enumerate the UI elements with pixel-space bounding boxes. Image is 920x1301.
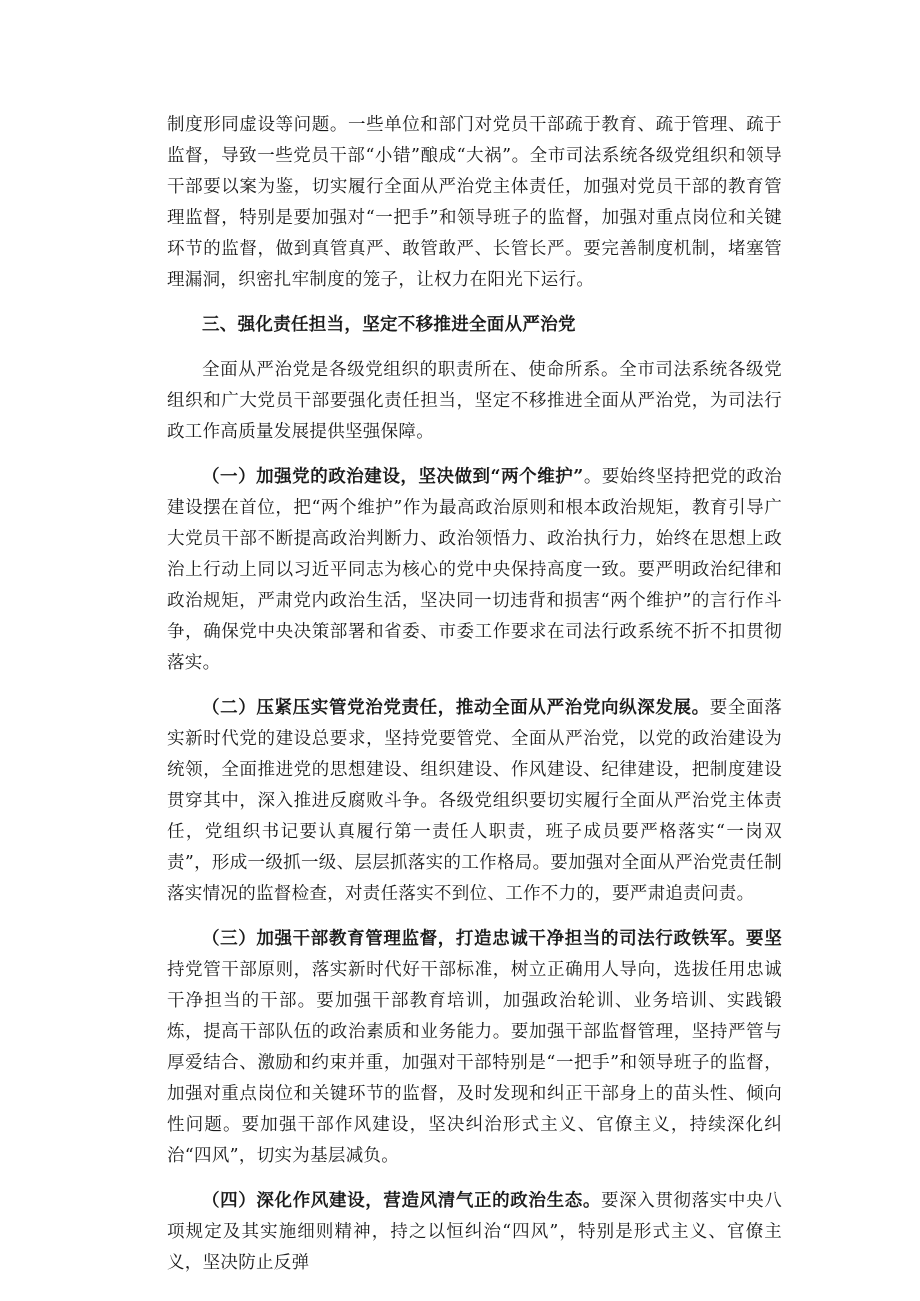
paragraph-item-3 — [167, 924, 782, 1172]
item-4-lead: （四）深化作风建设，营造风清气正的政治生态。 — [202, 1191, 601, 1211]
item-1-lead: （一）加强党的政治建设，坚决做到“两个维护” — [202, 467, 584, 487]
item-3-lead: （三）加强干部教育管理监督，打造忠诚干净担当的司法行政铁军。要坚 — [202, 929, 782, 949]
section-heading: 三、强化责任担当，坚定不移推进全面从严治党 — [202, 315, 576, 335]
item-3-text: 持党管干部原则，落实新时代好干部标准，树立正确用人导向，选拔任用忠诚干净担当的干部。要加强干部教育培训，加强政治轮训、业务培训、实践锻炼，提高干部队伍的政治素质和业务能力。要加强干部监督管理，坚持严管与厚爱结合、激励和约束并重，加强对干部特别是“一把手”和领导班子的监督，加强对重点岗位和关键环节的监督，及时发现和纠正干部身上的苗头性、倾向性问题。要加强干部作风建设，坚决纠治形式主义、官僚主义，持续深化纠治“四风”，切实为基层减负。 — [167, 960, 782, 1166]
item-1-text: 。要始终坚持把党的政治建设摆在首位，把“两个维护”作为最高政治原则和根本政治规矩，教育引导广大党员干部不断提高政治判断力、政治领悟力、政治执行力，始终在思想上政治上行动上同以习近平同志为核心的党中央保持高度一致。要严明政治纪律和政治规矩，严肃党内政治生活，坚决同一切违背和损害“两个维护”的言行作斗争，确保党中央决策部署和省委、市委工作要求在司法行政系统不折不扣贯彻落实。 — [167, 467, 782, 673]
item-2-text: 要全面落实新时代党的建设总要求，坚持党要管党、全面从严治党，以党的政治建设为统领，全面推进党的思想建设、组织建设、作风建设、纪律建设，把制度建设贯穿其中，深入推进反腐败斗争。各级党组织要切实履行全面从严治党主体责任，党组织书记要认真履行第一责任人职责，班子成员要严格落实“一岗双责”，形成一级抓一级、层层抓落实的工作格局。要加强对全面从严治党责任制落实情况的监督检查，对责任落实不到位、工作不力的，要严肃追责问责。 — [167, 698, 783, 904]
paragraph-item-2 — [167, 693, 782, 910]
paragraph-continued: 制度形同虚设等问题。一些单位和部门对党员干部疏于教育、疏于管理、疏于监督，导致一些党员干部“小错”酿成“大祸”。全市司法系统各级党组织和领导干部要以案为鉴，切实履行全面从严治党主体责任，加强对党员干部的教育管理监督，特别是要加强对“一把手”和领导班子的监督，加强对重点岗位和关键环节的监督，做到真管真严、敢管敢严、长管长严。要完善制度机制，堵塞管理漏洞，织密扎牢制度的笼子，让权力在阳光下运行。 — [167, 115, 782, 290]
paragraph-item-1 — [167, 462, 782, 679]
paragraph-item-4 — [167, 1186, 782, 1279]
item-2-lead: （二）压紧压实管党治党责任，推动全面从严治党向纵深发展。 — [202, 698, 710, 718]
paragraph-intro: 全面从严治党是各级党组织的职责所在、使命所系。全市司法系统各级党组织和广大党员干部要强化责任担当，坚定不移推进全面从严治党，为司法行政工作高质量发展提供坚强保障。 — [167, 360, 782, 442]
item-4-text: 要深入贯彻落实中央八项规定及其实施细则精神，持之以恒纠治“四风”，特别是形式主义、官僚主义，坚决防止反弹 — [167, 1191, 783, 1273]
